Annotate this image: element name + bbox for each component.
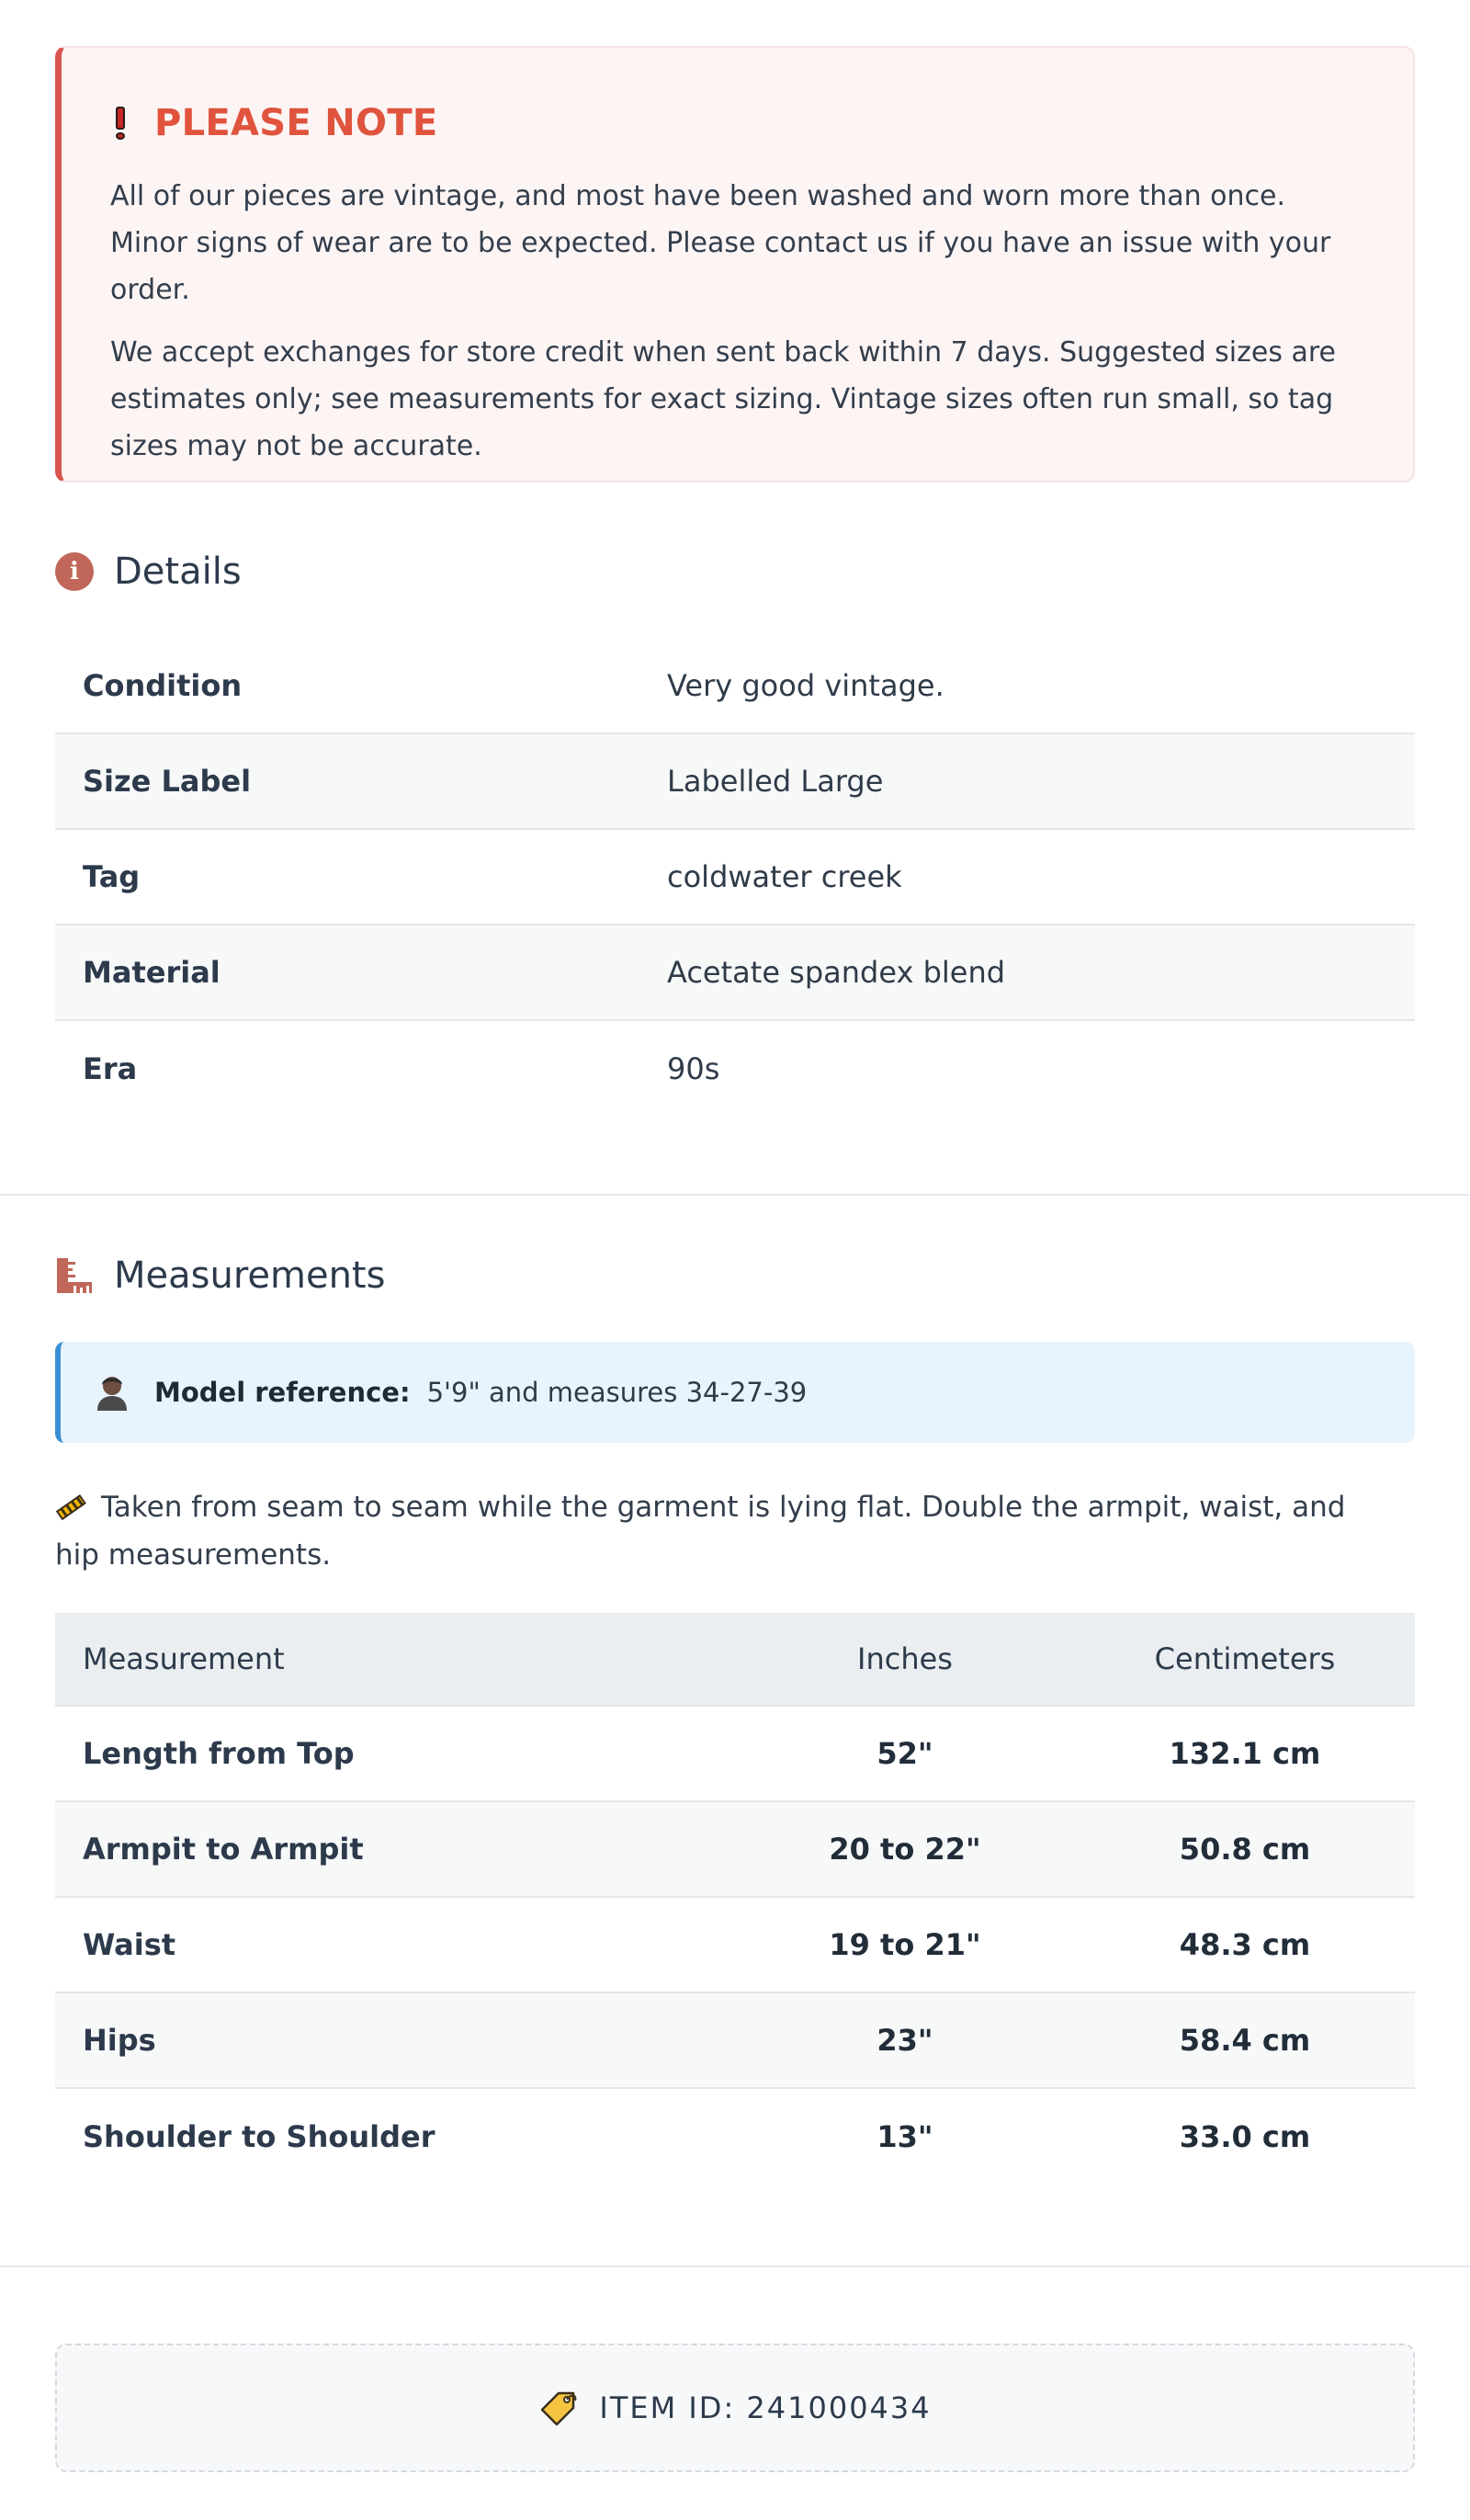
detail-value: Labelled Large [667,764,884,799]
detail-label: Tag [83,859,141,894]
table-row [55,1898,1415,1993]
detail-value: coldwater creek [667,859,902,894]
notice-title: PLEASE NOTE [154,102,438,144]
measurement-cm: 48.3 cm [1179,1927,1311,1962]
model-reference [55,1342,1415,1443]
column-header-centimeters: Centimeters [1154,1641,1336,1676]
exclamation-icon [114,107,127,140]
notice-header [110,101,1367,145]
notice-box [55,46,1415,482]
measurement-cm: 33.0 cm [1179,2119,1311,2154]
detail-row-condition [55,639,1415,734]
tag-icon [538,2389,579,2426]
table-row [55,1993,1415,2089]
ruler-icon [55,1256,94,1295]
measurement-note-text: Taken from seam to seam while the garment is lying flat. Double the armpit, waist, and hip measurements. [55,1491,1346,1572]
measurement-name: Waist [83,1927,176,1962]
measurement-name: Shoulder to Shoulder [83,2119,435,2154]
model-reference-label: Model reference: [154,1377,411,1408]
detail-label: Material [83,955,220,990]
details-title: Details [114,551,242,593]
detail-value: Very good vintage. [667,668,944,703]
detail-row-size-label [55,734,1415,830]
table-header-row [55,1613,1415,1707]
notice-paragraph-1: All of our pieces are vintage, and most have been washed and worn more than once. Minor signs of wear are to be expected. Please contact us if you have an issue with your order. [110,180,1331,306]
measurement-name: Length from Top [83,1736,355,1771]
detail-row-material [55,925,1415,1021]
measurement-inches: 13" [876,2119,933,2154]
detail-label: Era [83,1051,138,1086]
detail-row-tag [55,830,1415,925]
measurement-note [55,1483,1378,1579]
measurement-name: Armpit to Armpit [83,1832,364,1867]
info-icon: i [55,552,94,591]
measurement-cm: 50.8 cm [1179,1832,1311,1867]
detail-label: Condition [83,668,243,703]
table-row [55,1707,1415,1802]
detail-label: Size Label [83,764,252,799]
details-heading [55,551,242,593]
model-reference-value: 5'9" and measures 34-27-39 [426,1377,808,1408]
item-id-text: ITEM ID: 241000434 [599,2390,932,2425]
person-icon [96,1374,129,1411]
detail-value: 90s [667,1051,720,1086]
column-header-measurement: Measurement [83,1641,285,1676]
section-divider [0,1194,1470,1196]
measurements-heading [55,1254,385,1297]
detail-row-era [55,1021,1415,1117]
detail-value: Acetate spandex blend [667,955,1006,990]
measurement-inches: 19 to 21" [829,1927,981,1962]
measurement-inches: 52" [876,1736,933,1771]
measurement-cm: 132.1 cm [1169,1736,1321,1771]
pencil-icon [55,1493,90,1520]
measurements-table [55,1613,1415,2185]
measurement-inches: 23" [876,2023,933,2058]
section-divider [0,2265,1470,2267]
measurement-cm: 58.4 cm [1179,2023,1311,2058]
measurement-name: Hips [83,2023,156,2058]
item-id-box [55,2344,1415,2472]
measurements-title: Measurements [114,1254,386,1297]
details-table [55,639,1415,1117]
table-row [55,1802,1415,1898]
table-row [55,2089,1415,2185]
notice-paragraph-2: We accept exchanges for store credit when sent back within 7 days. Suggested sizes are estimates only; see measurements for exact sizing. Vintage sizes often run small, so tag sizes may not be accurate. [110,336,1337,462]
column-header-inches: Inches [857,1641,953,1676]
measurement-inches: 20 to 22" [829,1832,981,1867]
